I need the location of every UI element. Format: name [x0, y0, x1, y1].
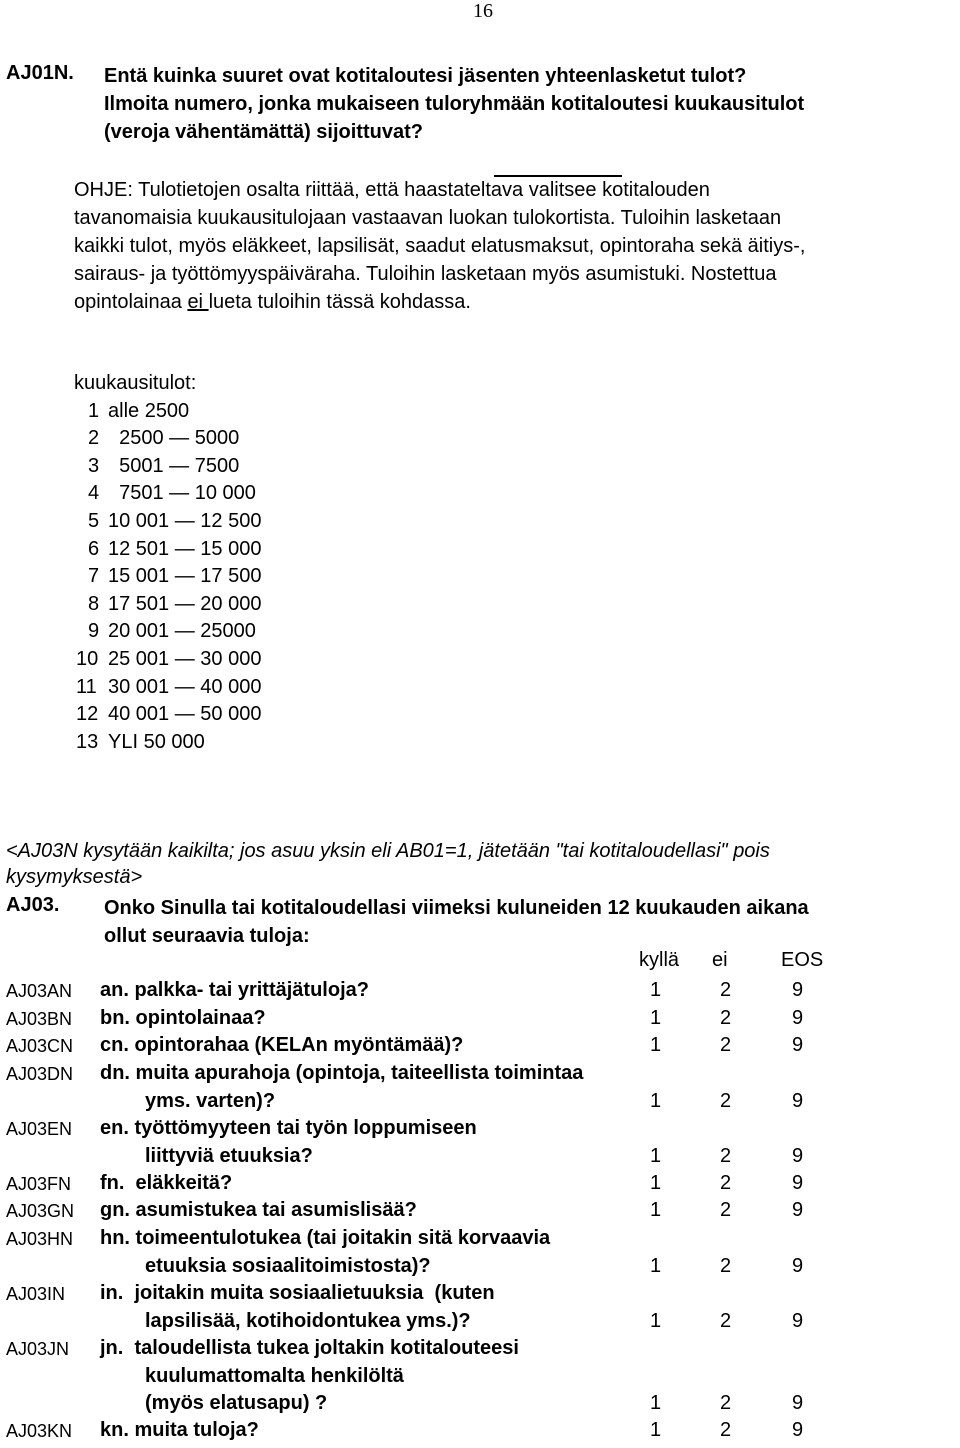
- routing-note: [6, 838, 770, 890]
- instruction-line-last: [74, 288, 805, 316]
- instruction-fragment: lueta tuloihin tässä kohdassa.: [208, 291, 471, 313]
- list-item: 9 20 001 — 25000: [88, 620, 256, 643]
- answer-code-eos: 9: [792, 1089, 804, 1112]
- list-item: 13 YLI 50 000: [76, 730, 205, 753]
- list-item: 7 15 001 — 17 500: [88, 565, 262, 588]
- answer-code-eos: 9: [792, 1144, 804, 1167]
- question-id-aj01n: AJ01N.: [6, 62, 74, 84]
- item-variable-id: AJ03JN: [6, 1339, 70, 1359]
- item-label: an. palkka- tai yrittäjätuloja?: [100, 979, 369, 1001]
- answer-code-eos: 9: [792, 1007, 804, 1029]
- item-label: jn. taloudellista tukea joltakin kotitalouteesi: [100, 1337, 519, 1359]
- answer-code-yes: 1: [650, 1254, 662, 1277]
- instruction-line: sairaus- ja työttömyyspäiväraha. Tuloihin lasketaan myös asumistuki. Nostettua: [74, 263, 777, 285]
- answer-code-no: 2: [720, 1172, 732, 1194]
- item-label: en. työttömyyteen tai työn loppumiseen: [100, 1117, 477, 1139]
- answer-code-no: 2: [720, 1007, 732, 1029]
- question-id-aj03: AJ03.: [6, 894, 60, 916]
- answer-code-eos: 9: [792, 1254, 804, 1277]
- question-text-aj01n: [104, 62, 804, 146]
- answer-code-no: 2: [720, 1089, 732, 1112]
- item-variable-id: AJ03CN: [6, 1036, 74, 1056]
- answer-code-no: 2: [720, 1309, 732, 1332]
- question-line: ollut seuraavia tuloja:: [104, 925, 310, 947]
- item-variable-id: AJ03DN: [6, 1064, 74, 1084]
- item-label-continued: lapsilisää, kotihoidontukea yms.)?: [145, 1309, 471, 1332]
- item-variable-id: AJ03FN: [6, 1174, 72, 1194]
- item-label-continued: yms. varten)?: [145, 1089, 276, 1112]
- question-line: Entä kuinka suuret ovat kotitaloutesi jäsenten yhteenlasketut tulot?: [104, 65, 747, 87]
- list-item: 12 40 001 — 50 000: [76, 703, 262, 726]
- answer-code-yes: 1: [650, 1172, 662, 1194]
- answer-code-no: 2: [720, 1034, 732, 1056]
- answer-code-yes: 1: [650, 979, 662, 1001]
- answer-code-yes: 1: [650, 1392, 662, 1415]
- answer-code-eos: 9: [792, 1392, 804, 1415]
- answer-code-no: 2: [720, 1419, 732, 1441]
- answer-code-no: 2: [720, 1254, 732, 1277]
- item-variable-id: AJ03AN: [6, 981, 73, 1001]
- answer-code-yes: 1: [650, 1199, 662, 1221]
- list-item: 6 12 501 — 15 000: [88, 537, 262, 560]
- item-label: bn. opintolainaa?: [100, 1007, 266, 1029]
- item-label: in. joitakin muita sosiaalietuuksia (kuten: [100, 1282, 495, 1304]
- item-label: hn. toimeentulotukea (tai joitakin sitä korvaavia: [100, 1227, 551, 1249]
- list-item: 8 17 501 — 20 000: [88, 592, 262, 615]
- page-number: 16: [473, 0, 493, 22]
- item-label: dn. muita apurahoja (opintoja, taiteellista toimintaa: [100, 1062, 584, 1084]
- column-header-no: ei: [712, 949, 728, 971]
- answer-code-eos: 9: [792, 1034, 804, 1056]
- answer-code-no: 2: [720, 1199, 732, 1221]
- answer-code-no: 2: [720, 1392, 732, 1415]
- answer-code-no: 2: [720, 979, 732, 1001]
- note-line: kysymyksestä>: [6, 866, 143, 888]
- answer-code-yes: 1: [650, 1034, 662, 1056]
- question-line: Onko Sinulla tai kotitaloudellasi viimeksi kuluneiden 12 kuukauden aikana: [104, 897, 809, 919]
- item-label: cn. opintorahaa (KELAn myöntämää)?: [100, 1034, 464, 1056]
- column-header-yes: kyllä: [639, 949, 680, 971]
- item-label: gn. asumistukea tai asumislisää?: [100, 1199, 417, 1221]
- answer-code-yes: 1: [650, 1144, 662, 1167]
- answer-code-yes: 1: [650, 1089, 662, 1112]
- column-header-eos: EOS: [781, 949, 824, 971]
- list-item: 2 2500 — 5000: [88, 427, 240, 450]
- answer-code-yes: 1: [650, 1309, 662, 1332]
- answer-code-yes: 1: [650, 1419, 662, 1441]
- item-label-continued: etuuksia sosiaalitoimistosta)?: [145, 1254, 431, 1277]
- income-label: kuukausitulot:: [74, 372, 197, 394]
- item-variable-id: AJ03IN: [6, 1284, 66, 1304]
- answer-code-eos: 9: [792, 1199, 804, 1221]
- answer-code-eos: 9: [792, 1172, 804, 1194]
- answer-code-eos: 9: [792, 979, 804, 1001]
- item-variable-id: AJ03GN: [6, 1201, 75, 1221]
- instruction-fragment: opintolainaa: [74, 291, 188, 313]
- question-text-aj03: [104, 894, 809, 950]
- instruction-line: tavanomaisia kuukausitulojaan vastaavan luokan tulokortista. Tuloihin lasketaan: [74, 207, 782, 229]
- item-label-continued: (myös elatusapu) ?: [145, 1392, 328, 1415]
- item-label-continued: kuulumattomalta henkilöltä: [145, 1364, 404, 1387]
- income-list: [74, 370, 261, 756]
- answer-code-no: 2: [720, 1144, 732, 1167]
- item-label: fn. eläkkeitä?: [100, 1172, 233, 1194]
- item-label-continued: liittyviä etuuksia?: [145, 1144, 313, 1167]
- note-line: <AJ03N kysytään kaikilta; jos asuu yksin eli AB01=1, jätetään "tai kotitaloudellasi" pois: [6, 840, 770, 862]
- question-line: (veroja vähentämättä) sijoittuvat?: [104, 121, 423, 143]
- item-variable-id: AJ03EN: [6, 1119, 73, 1139]
- list-item: 11 30 001 — 40 000: [76, 675, 262, 698]
- question-line: Ilmoita numero, jonka mukaiseen tuloryhmään kotitaloutesi kuukausitulot: [104, 93, 805, 115]
- list-item: 10 25 001 — 30 000: [76, 647, 262, 670]
- instruction-text: [74, 176, 805, 316]
- answer-code-eos: 9: [792, 1419, 804, 1441]
- instruction-underlined-word: ei: [187, 291, 209, 313]
- item-variable-id: AJ03HN: [6, 1229, 74, 1249]
- list-item: 1 alle 2500: [88, 399, 190, 422]
- answer-code-eos: 9: [792, 1309, 804, 1332]
- answer-code-yes: 1: [650, 1007, 662, 1029]
- item-label: kn. muita tuloja?: [100, 1419, 259, 1441]
- instruction-line: OHJE: Tulotietojen osalta riittää, että haastateltava valitsee kotitalouden: [74, 179, 710, 201]
- instruction-line: kaikki tulot, myös eläkkeet, lapsilisät, saadut elatusmaksut, opintoraha sekä äitiys-,: [74, 235, 806, 257]
- item-variable-id: AJ03KN: [6, 1421, 73, 1441]
- list-item: 4 7501 — 10 000: [88, 482, 256, 505]
- list-item: 3 5001 — 7500: [88, 454, 240, 477]
- list-item: 5 10 001 — 12 500: [88, 509, 262, 532]
- item-variable-id: AJ03BN: [6, 1009, 73, 1029]
